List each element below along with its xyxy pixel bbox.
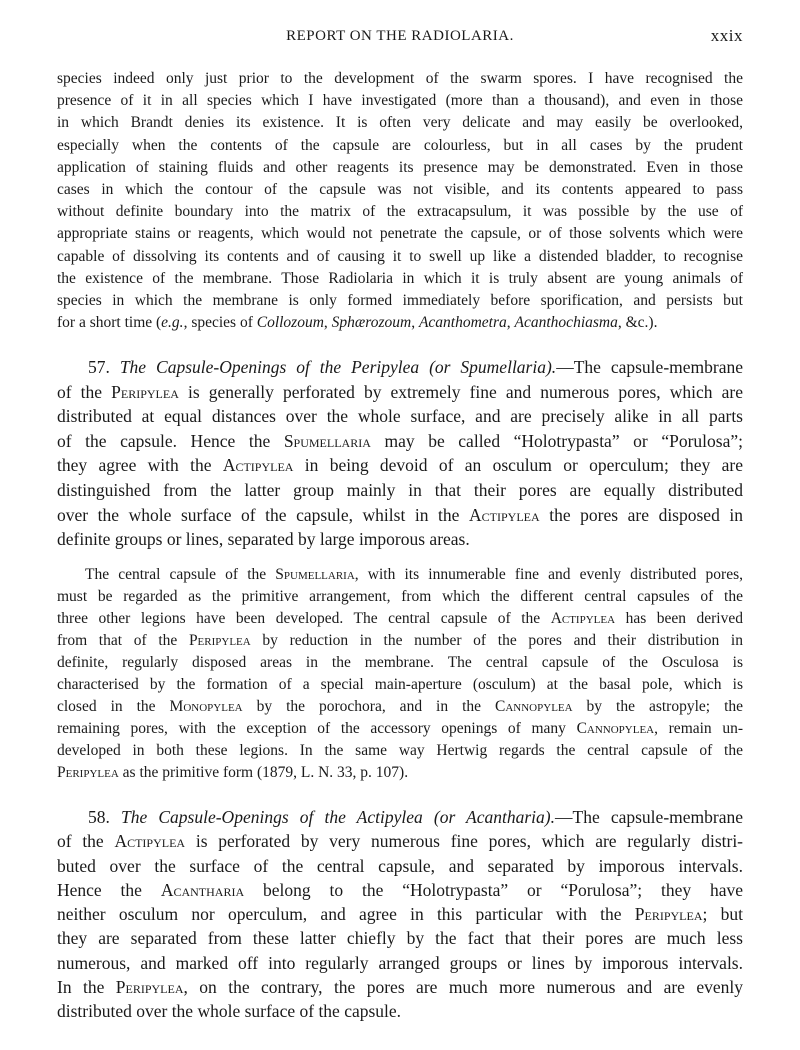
text-run: cases in which the contour of the capsule was not visible, and its contents appeared to pass bbox=[57, 181, 743, 199]
text-run: characterised by the formation of a special main-aperture (osculum) at the basal pole, which is bbox=[57, 676, 743, 693]
text-run: application of staining fluids and other reagents its presence may be demonstrated. Even in those bbox=[57, 158, 743, 176]
text-run: of the bbox=[57, 381, 112, 402]
text-run: , with its innumerable fine and evenly distributed pores, bbox=[354, 566, 743, 583]
small-caps-term: Peripylea bbox=[188, 632, 251, 649]
text-run: —The capsule-membrane bbox=[556, 357, 743, 377]
text-run: appropriate stains or reagents, which would not penetrate the capsule, or of those solvents which were bbox=[57, 225, 743, 243]
text-run: closed in the bbox=[57, 698, 170, 715]
running-header-title: REPORT ON THE RADIOLARIA. bbox=[286, 28, 514, 44]
text-run: capable of dissolving its contents and of causing it to swell up like a distended bladder, to recognise bbox=[57, 247, 743, 265]
text-line bbox=[57, 740, 743, 762]
text-line bbox=[57, 854, 743, 878]
text-run: distributed at equal distances over the whole surface, and are precisely alike in all parts bbox=[57, 406, 743, 427]
text-run: of the bbox=[57, 831, 115, 852]
italic-text: The Capsule-Openings of the Peripylea (or Spumellaria). bbox=[119, 357, 557, 377]
text-line bbox=[57, 805, 743, 829]
small-caps-term: Acantharia bbox=[160, 879, 245, 900]
text-run: , bbox=[411, 314, 419, 332]
italic-text: Acanthochiasma bbox=[514, 314, 618, 332]
text-run: especially when the contents of the capsule are colourless, but in all cases by the prudent bbox=[57, 136, 743, 154]
small-caps-term: Spumellaria bbox=[283, 430, 371, 451]
text-line bbox=[57, 453, 743, 478]
text-line bbox=[57, 630, 743, 652]
text-line bbox=[57, 355, 743, 380]
text-run: in which Brandt denies its existence. It is often very delicate and may easily be overlooked, bbox=[57, 114, 743, 132]
text-run: belong to the “Holotrypasta” or “Porulosa”; they have bbox=[244, 879, 743, 900]
text-run: The central capsule of the bbox=[85, 566, 276, 583]
section-57-note bbox=[57, 564, 743, 784]
small-caps-term: Peripylea bbox=[57, 764, 119, 781]
text-run: is perforated by very numerous fine pores, which are regularly distri- bbox=[185, 831, 744, 852]
small-caps-term: Peripylea bbox=[634, 904, 703, 925]
text-line bbox=[57, 380, 743, 405]
text-run: three other legions have been developed. The central capsule of the bbox=[57, 610, 551, 627]
text-line bbox=[57, 951, 743, 975]
text-line bbox=[57, 902, 743, 926]
text-run: neither osculum nor operculum, and agree in this particular with the bbox=[57, 904, 635, 925]
italic-text: Collozoum bbox=[256, 314, 324, 332]
text-run: Hence the bbox=[57, 879, 161, 900]
text-run: distributed over the whole surface of the capsule. bbox=[57, 1001, 402, 1022]
text-run: the pores are disposed in bbox=[539, 504, 743, 525]
text-run: In the bbox=[57, 977, 116, 998]
text-run: without definite boundary into the matrix of the extracapsulum, it was possible by the use of bbox=[57, 203, 743, 221]
text-line bbox=[57, 290, 743, 312]
text-run: , &c.). bbox=[617, 314, 658, 332]
text-line bbox=[57, 586, 743, 608]
page-number: xxix bbox=[710, 26, 743, 45]
text-line bbox=[57, 112, 743, 134]
text-line bbox=[57, 90, 743, 112]
text-line bbox=[57, 878, 743, 902]
text-run: —The capsule-membrane bbox=[555, 807, 743, 827]
text-line bbox=[57, 157, 743, 179]
text-run: , species of bbox=[183, 314, 257, 332]
text-run: definite groups or lines, separated by large imporous areas. bbox=[57, 529, 470, 550]
text-run: the existence of the membrane. Those Radiolaria in which it is truly absent are young animals of bbox=[57, 269, 743, 287]
text-line bbox=[57, 312, 743, 334]
text-line bbox=[57, 429, 743, 454]
text-run: as the primitive form (1879, L. N. 33, p. 107). bbox=[118, 764, 409, 781]
text-line bbox=[57, 718, 743, 740]
text-line bbox=[57, 999, 743, 1023]
text-line bbox=[57, 829, 743, 853]
text-run: definite, regularly disposed areas in the membrane. The central capsule of the Osculosa is bbox=[57, 654, 743, 671]
paragraph-continuation bbox=[57, 68, 743, 334]
small-caps-term: Actipylea bbox=[222, 455, 294, 476]
text-line bbox=[57, 975, 743, 999]
text-run: from that of the bbox=[57, 632, 189, 649]
italic-text: The Capsule-Openings of the Actipylea (or Acantharia). bbox=[121, 807, 556, 827]
text-run: ; but bbox=[702, 904, 743, 925]
text-line bbox=[57, 564, 743, 586]
small-caps-term: Peripylea bbox=[115, 977, 184, 998]
small-caps-term: Actipylea bbox=[469, 504, 540, 525]
text-line bbox=[57, 478, 743, 503]
text-run: 58. bbox=[88, 807, 121, 827]
text-run: by reduction in the number of the pores and their distribution in bbox=[250, 632, 743, 649]
text-run: may be called “Holotrypasta” or “Porulosa”; bbox=[370, 430, 743, 451]
text-run: distinguished from the latter group mainly in that their pores are equally distributed bbox=[57, 479, 743, 500]
text-run: has been derived bbox=[615, 610, 743, 627]
small-caps-term: Monopylea bbox=[169, 698, 243, 715]
text-run: species indeed only just prior to the development of the swarm spores. I have recognised the bbox=[57, 70, 743, 87]
text-line bbox=[57, 179, 743, 201]
text-run: presence of it in all species which I have investigated (more than a thousand), and even in those bbox=[57, 92, 743, 110]
text-run: over the whole surface of the capsule, whilst in the bbox=[57, 504, 470, 525]
text-run: species in which the membrane is only formed immediately before sporification, and persists but bbox=[57, 292, 743, 310]
small-caps-term: Actipylea bbox=[114, 831, 186, 852]
text-run: they agree with the bbox=[57, 455, 223, 476]
text-run: , remain un- bbox=[654, 720, 743, 737]
text-run: remaining pores, with the exception of the accessory openings of many bbox=[57, 720, 577, 737]
small-caps-term: Cannopylea bbox=[495, 698, 573, 715]
text-line bbox=[57, 696, 743, 718]
small-caps-term: Spumellaria bbox=[275, 566, 355, 583]
text-line bbox=[57, 608, 743, 630]
text-run: for a short time ( bbox=[57, 314, 162, 332]
text-line bbox=[57, 674, 743, 696]
text-run: , bbox=[323, 314, 332, 332]
small-caps-term: Actipylea bbox=[550, 610, 616, 627]
text-run: must be regarded as the primitive arrangement, from which the different central capsules of the bbox=[57, 588, 743, 605]
text-run: of the capsule. Hence the bbox=[57, 430, 284, 451]
small-caps-term: Peripylea bbox=[111, 381, 179, 402]
italic-text: Acanthometra bbox=[418, 314, 507, 332]
section-58-paragraph bbox=[57, 805, 743, 1024]
text-line bbox=[57, 404, 743, 429]
text-run: numerous, and marked off into regularly arranged groups or lines by imporous intervals. bbox=[57, 952, 743, 973]
text-run: , on the contrary, the pores are much more numerous and are evenly bbox=[183, 977, 743, 998]
text-line bbox=[57, 268, 743, 290]
text-line bbox=[57, 135, 743, 157]
text-run: developed in both these legions. In the same way Hertwig regards the central capsule of the bbox=[57, 742, 743, 759]
text-run: buted over the surface of the central capsule, and separated by imporous intervals. bbox=[57, 855, 743, 876]
text-line bbox=[57, 762, 743, 784]
text-line bbox=[57, 223, 743, 245]
italic-text: Sphærozoum bbox=[331, 314, 412, 332]
text-run: 57. bbox=[88, 357, 120, 377]
text-line bbox=[57, 68, 743, 90]
text-line bbox=[57, 926, 743, 950]
text-line bbox=[57, 201, 743, 223]
section-57-paragraph bbox=[57, 355, 743, 552]
small-caps-term: Cannopylea bbox=[576, 720, 655, 737]
text-line bbox=[57, 503, 743, 528]
text-line bbox=[57, 652, 743, 674]
text-run: by the astropyle; the bbox=[572, 698, 744, 715]
text-line bbox=[57, 246, 743, 268]
text-run: they are separated from these latter chiefly by the fact that their pores are much less bbox=[57, 928, 743, 949]
text-run: , bbox=[506, 314, 515, 332]
text-run: in being devoid of an osculum or operculum; they are bbox=[293, 455, 743, 476]
italic-text: e.g. bbox=[161, 314, 184, 332]
text-run: is generally perforated by extremely fine and numerous pores, which are bbox=[178, 381, 743, 402]
text-run: by the porochora, and in the bbox=[242, 698, 496, 715]
text-line bbox=[57, 527, 743, 552]
